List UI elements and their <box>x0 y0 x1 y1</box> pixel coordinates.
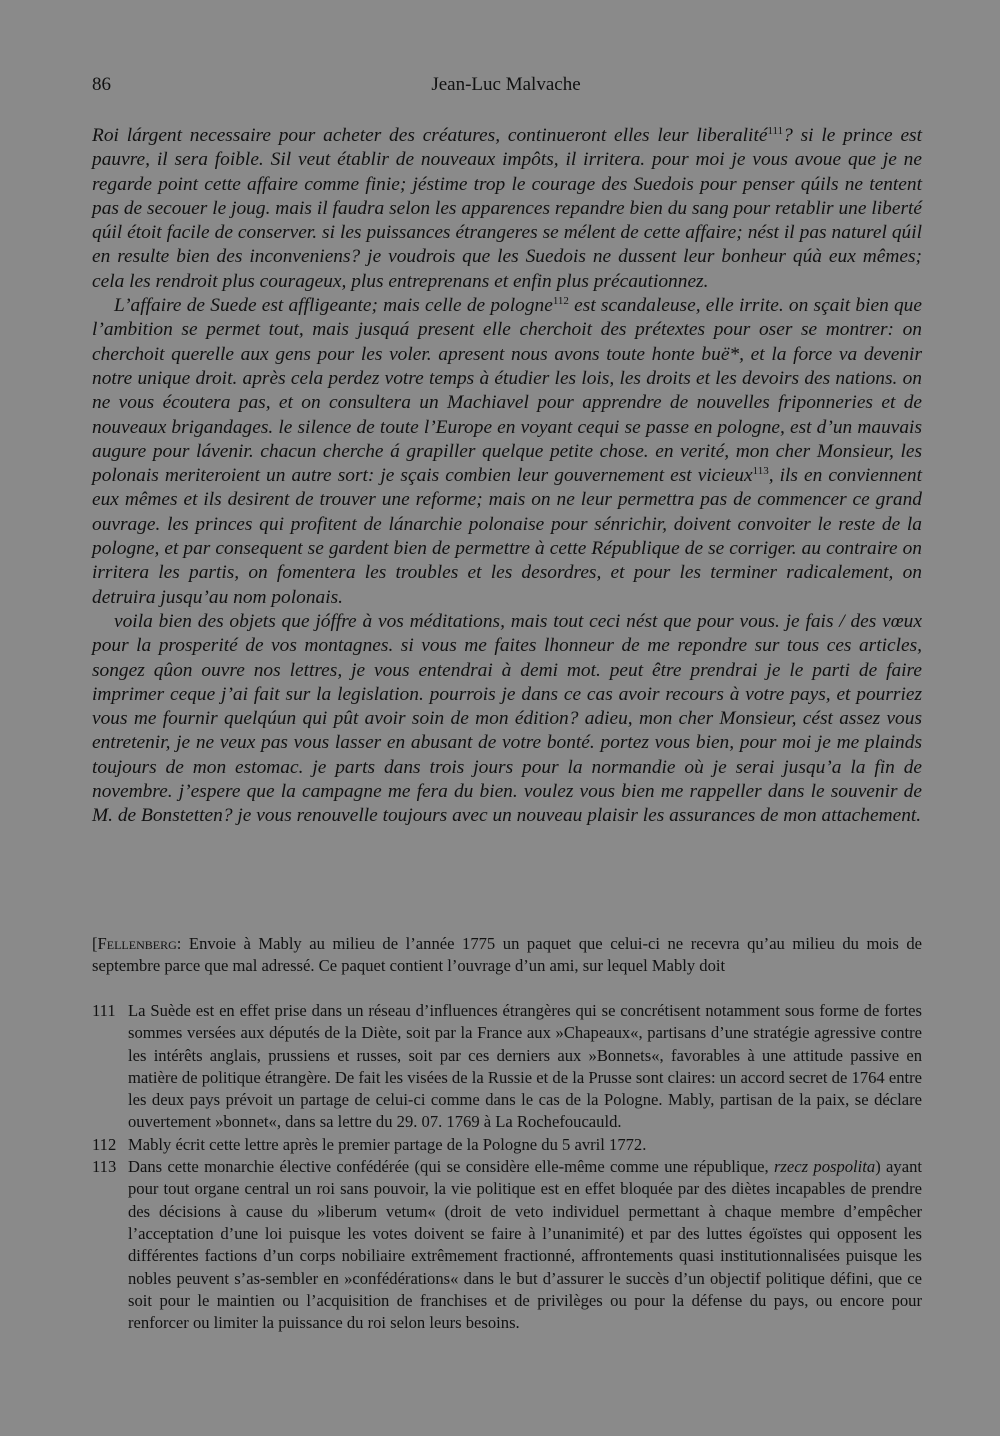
footnote-ref-112[interactable]: 112 <box>552 295 569 308</box>
footnotes <box>92 1000 922 1334</box>
footnote-number: 111 <box>92 1001 116 1020</box>
footnote-italic-term: rzecz pospolita <box>773 1157 876 1177</box>
page-header <box>92 74 920 104</box>
letter-text-span: Roi lárgent necessaire pour acheter des créatures, continueront elles leur liberalité <box>92 125 768 146</box>
footnote-112 <box>92 1134 922 1156</box>
letter-paragraph-3: voila bien des objets que jóffre à vos méditations, mais tout ceci nést que pour vous. je fais / des vœux pour la prosperité de vos montagnes. si vous me faites lhonneur de me repondre sur tous ces articles, songez qûon ouvre nos lettres, je vous entendrai à demi mot. peut être prendrai je le parti de faire imprimer ceque j’ai fait sur la legislation. pourrois je dans ce cas avoir recours à votre pays, et pourriez vous me fournir quelqúun qui pût avoir soin de mon édition? adieu, mon cher Monsieur, cést assez vous entretenir, je ne veux pas vous lasser en abusant de votre bonté. portez vous bien, pour moi je me plainds toujours de mon estomac. je parts dans trois jours pour la normandie où je serai jusqu’a la fin de novembre. j’espere que la campagne me fera du bien. voulez vous bien me rappeller dans le souvenir de M. de Bonstetten? je vous renouvelle toujours avec un nouveau plaisir les assurances de mon attachement. <box>92 610 922 827</box>
footnote-111 <box>92 1000 922 1134</box>
footnote-text: La Suède est en effet prise dans un réseau d’influences étrangères qui se concrétisent notamment sous forme de fortes sommes versées aux députés de la Diète, soit par la France aux »Chapeaux«, partisans d’une stratégie agressive contre les intérêts anglais, prussiens et russes, soit par ces derniers aux »Bonnets«, favorables à une attitude passive en matière de politique étrangère. De fait les visées de la Russie et de la Prusse sont claires: un accord secret de 1764 entre les deux pays prévoit un partage de celui-ci comme dans le cas de la Pologne. Mably, partisan de la paix, se déclare ouvertement »bonnet«, dans sa lettre du 29. 07. 1769 à La Rochefoucauld. <box>128 1001 922 1132</box>
letter-text <box>92 124 922 829</box>
letter-paragraph-2 <box>92 294 922 610</box>
footnote-ref-111[interactable]: 111 <box>767 125 784 137</box>
letter-text-span: est scandaleuse, elle irrite. on sçait bien que l’ambition se permet tout, mais jusquá present elle cherchoit des prétextes pour oser se montrer: on cherchoit querelle aux gens pour les voler. apresent nous avons toute honte buë*, et la force va devenir notre unique droit. après cela perdez votre temps à étudier les lois, les droits et les devoirs des nations. on ne vous écoutera pas, et on consultera un Machiavel pour apprendre de nouvelles friponneries et de nouveaux brigandages. le silence de toute l’Europe en voyant cequi se passe en pologne, est d’un mauvais augure pour lávenir. chacun cherche á grapiller quelque petite chose. en verité, mon cher Monsieur, les polonais meriteroient un autre sort: je sçais combien leur gouvernement est vicieux <box>92 295 922 487</box>
correspondent-name: Fellenberg <box>97 934 177 953</box>
page-number: 86 <box>92 74 111 95</box>
footnote-ref-113[interactable]: 113 <box>752 465 769 478</box>
footnote-text-span: ) ayant pour tout organe central un roi sans pouvoir, la vie politique est en effet bloquée par des diètes incapables de prendre des décisions à cause du »liberum vetum« (droit de veto individuel permettant à chaque membre d’empêcher l’acceptation d’une loi puisque les votes doivent se faire à l’unanimité) et par des luttes égoïstes qui opposent les différentes factions d’un corps nobiliaire extrêmement fractionné, affrontements quasi institutionnalisées puisque les nobles peuvent s’as-sembler en »confédérations« dans le but d’assurer le succès d’un objectif politique défini, que ce soit pour le maintien ou l’acquisition de franchises et de privilèges ou pour la défense du pays, ou encore pour renforcer ou limiter la puissance du roi selon leurs besoins. <box>128 1157 922 1333</box>
editorial-paragraph <box>92 933 922 978</box>
editorial-note <box>92 933 922 978</box>
editorial-text: : Envoie à Mably au milieu de l’année 1775 un paquet que celui-ci ne recevra qu’au milieu du mois de septembre parce que mal adressé. Ce paquet contient l’ouvrage d’un ami, sur lequel Mably doit <box>92 934 922 976</box>
running-head: Jean-Luc Malvache <box>431 74 581 95</box>
footnote-number: 113 <box>92 1157 117 1177</box>
letter-paragraph-1 <box>92 124 922 294</box>
footnote-113 <box>92 1156 922 1334</box>
letter-text-span: ? si le prince est pauvre, il sera foible. Sil veut établir de nouveaux impôts, il irritera. pour moi je vous avoue que je ne regarde point cette affaire comme finie; jéstime trop le courage des Suedois pour penser qúils ne tentent pas de secouer le joug. mais il faudra selon les apparences repandre bien du sang pour retablir une liberté qúil étoit facile de conserver. si les puissances étrangeres se mélent de cette affaire; nést il pas naturel qúil en resulte bien des inconveniens? je voudrois que les Suedois ne dussent leur bonheur qúà eux mêmes; cela les rendroit plus courageux, plus entreprenans et enfin plus précautionnez. <box>92 125 922 292</box>
letter-text-span: , ils en conviennent eux mêmes et ils desirent de trouver une reforme; mais on ne leur permettra pas de commencer ce grand ouvrage. les princes qui profitent de lánarchie polonaise pour sénrichir, doivent convoiter le reste de la pologne, et par consequent se gardent bien de permettre à cette République de se corriger. au contraire on irritera les partis, on fomentera les troubles et les desordres, et pour les terminer radicalement, on detruira jusqu’au nom polonais. <box>92 465 922 608</box>
footnote-number: 112 <box>92 1134 117 1154</box>
footnote-text: Mably écrit cette lettre après le premier partage de la Pologne du 5 avril 1772. <box>128 1134 647 1154</box>
bracket: [ <box>92 934 98 953</box>
footnote-text-span: Dans cette monarchie élective confédérée (qui se considère elle-même comme une république, <box>128 1157 774 1177</box>
letter-text-span: L’affaire de Suede est affligeante; mais celle de pologne <box>114 295 553 317</box>
footnote-text <box>128 1156 922 1334</box>
